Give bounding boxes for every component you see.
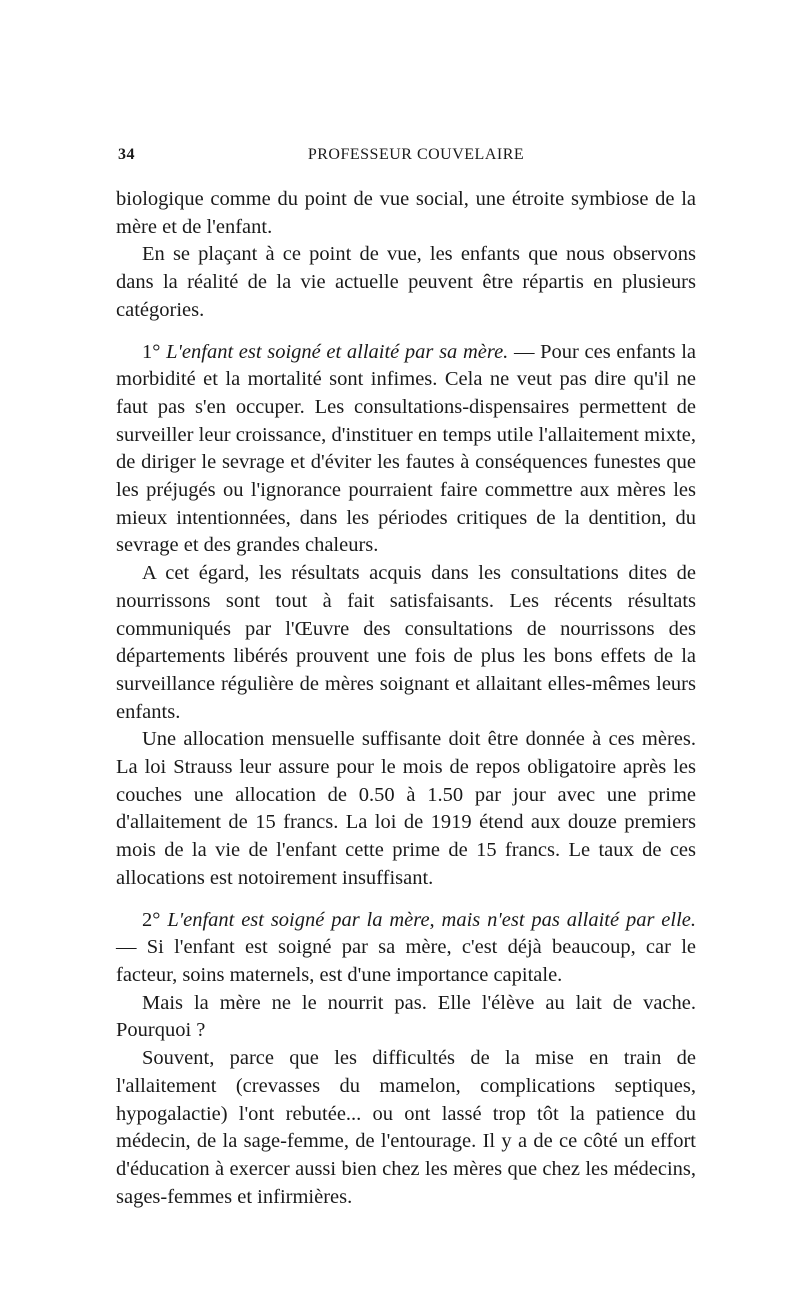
paragraph-5: Une allocation mensuelle suffisante doit être donnée à ces mères. La loi Strauss leur assure pour le mois de repos obligatoire après les couches une allocation de 0.50 à 1.50 par jour avec une prime d'allaitement de 15 francs. La loi de 1919 étend aux douze premiers mois de la vie de l'enfant cette prime de 15 francs. Le taux de ces allocations est notoirement insuffisant. [116, 728, 696, 889]
section-1-number: 1° [142, 340, 161, 363]
page-number: 34 [118, 146, 135, 163]
paragraph-4: A cet égard, les résultats acquis dans les consultations dites de nourrissons sont tout à fait satisfaisants. Les récents résultats communiqués par l'Œuvre des consultations de nourrissons des départements libérés prouvent une fois de plus les bons effets de la surveillance régulière de mères soignant et allaitant elles-mêmes leurs enfants. [116, 562, 696, 723]
running-head: PROFESSEUR COUVELAIRE [307, 146, 525, 163]
paragraph-2: En se plaçant à ce point de vue, les enfants que nous observons dans la réalité de la vie actuelle peuvent être répartis en plusieurs catégories. [116, 243, 696, 321]
section-1-body: — Pour ces enfants la morbidité et la mortalité sont infimes. Cela ne veut pas dire qu'il ne faut pas s'en occuper. Les consultations-dispensaires permettent de surveiller leur croissance, d'instituer en temps utile l'allaitement mixte, de diriger le sevrage et d'éviter les fautes à conséquences funestes que les préjugés ou l'ignorance pourraient faire commettre aux mères les mieux intentionnées, dans les périodes critiques de la dentition, du sevrage et des grandes chaleurs. [116, 340, 697, 557]
section-2-body: — Si l'enfant est soigné par sa mère, c'est déjà beaucoup, car le facteur, soins maternels, est d'une importance capitale. [116, 936, 696, 986]
section-1-title: L'enfant est soigné et allaité par sa mère. [166, 340, 509, 363]
section-2-number: 2° [142, 908, 161, 931]
page-header [116, 146, 696, 172]
section-2-title: L'enfant est soigné par la mère, mais n'est pas allaité par elle. [167, 908, 696, 931]
section-1-paragraph [116, 339, 696, 561]
paragraph-1: biologique comme du point de vue social, une étroite symbiose de la mère et de l'enfant. [116, 188, 696, 238]
book-page [116, 146, 696, 1211]
paragraph-7: Mais la mère ne le nourrit pas. Elle l'élève au lait de vache. Pourquoi ? [116, 991, 696, 1042]
section-2-paragraph [116, 907, 696, 990]
paragraph-8: Souvent, parce que les difficultés de la mise en train de l'allaitement (crevasses du mamelon, complications septiques, hypogalactie) l'ont rebutée... ou ont lassé trop tôt la patience du médecin, de la sage-femme, de l'entourage. Il y a de ce côté un effort d'éducation à exercer aussi bien chez les mères que chez les médecins, sages-femmes et infirmières. [116, 1047, 696, 1208]
